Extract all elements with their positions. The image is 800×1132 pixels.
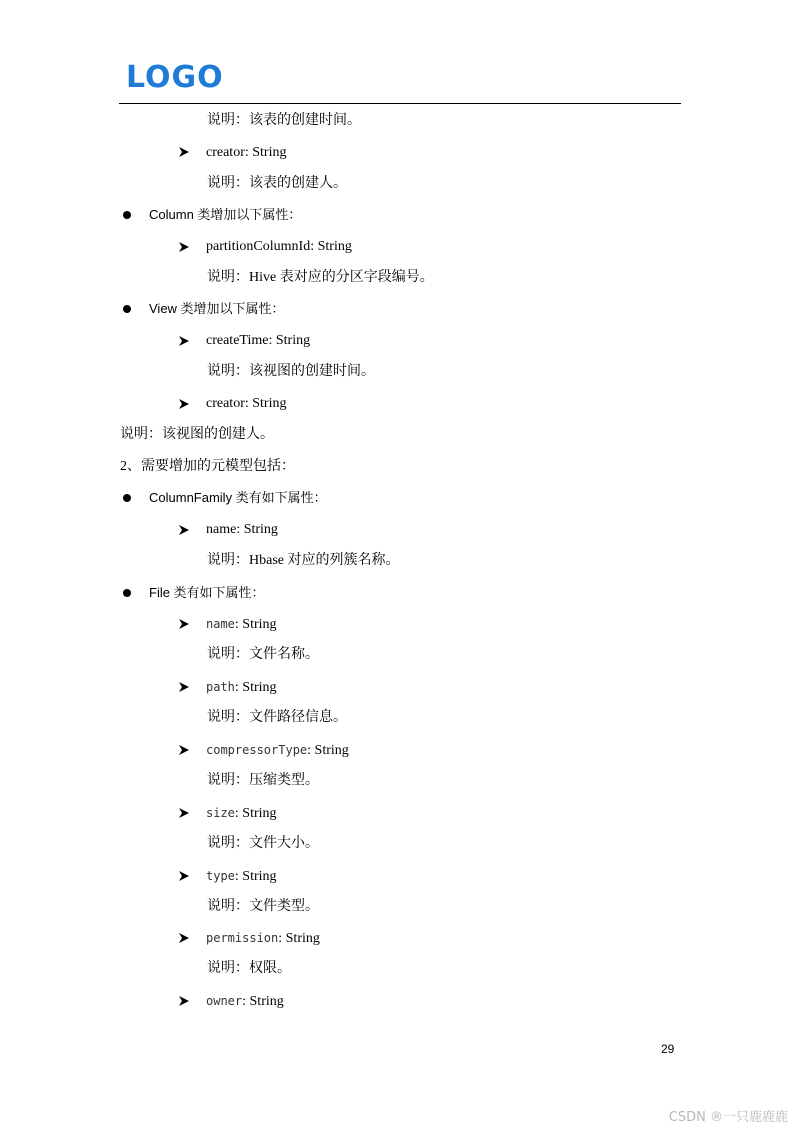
attribute-line: name: String xyxy=(206,522,278,537)
logo: LOGO xyxy=(126,60,224,95)
attribute-line xyxy=(206,615,277,634)
attribute-key: permission xyxy=(206,931,279,945)
desc-line: 说明：文件名称。 xyxy=(207,647,319,662)
attribute-type: : String xyxy=(234,806,277,821)
desc-line: 说明：文件路径信息。 xyxy=(207,710,347,725)
arrow-bullet-icon xyxy=(178,744,190,756)
class-heading-text: ColumnFamily 类有如下属性： xyxy=(149,490,327,505)
desc-line: 说明：该视图的创建时间。 xyxy=(207,364,375,379)
arrow-bullet-icon xyxy=(178,524,190,536)
desc-line: 说明：权限。 xyxy=(207,961,291,976)
class-heading xyxy=(149,489,327,508)
attribute-key: compressorType xyxy=(206,743,308,757)
desc-line: 说明：文件大小。 xyxy=(207,836,319,851)
attribute-line: creator: String xyxy=(206,145,287,160)
page-number: 29 xyxy=(661,1042,675,1056)
attribute-line xyxy=(206,867,277,886)
attribute-line xyxy=(206,804,277,823)
attribute-type: : String xyxy=(234,869,277,884)
class-heading xyxy=(149,206,301,225)
class-heading-text: View 类增加以下属性： xyxy=(149,301,285,316)
watermark: CSDN ®一只鹿鹿鹿 xyxy=(668,1110,788,1125)
arrow-bullet-icon xyxy=(178,995,190,1007)
bullet-icon xyxy=(123,589,131,597)
desc-line: 说明：该表的创建时间。 xyxy=(207,113,361,128)
attribute-key: owner xyxy=(206,994,243,1008)
bullet-icon xyxy=(123,494,131,502)
attribute-key: size xyxy=(206,806,235,820)
attribute-key: path xyxy=(206,680,235,694)
desc-line: 说明：该视图的创建人。 xyxy=(120,427,274,442)
class-heading-text: Column 类增加以下属性： xyxy=(149,207,302,222)
section-heading: 2、需要增加的元模型包括： xyxy=(120,459,295,474)
arrow-bullet-icon xyxy=(178,241,190,253)
header-divider xyxy=(119,103,681,104)
desc-line: 说明：该表的创建人。 xyxy=(207,176,347,191)
attribute-type: : String xyxy=(307,743,349,758)
arrow-bullet-icon xyxy=(178,807,190,819)
desc-line: 说明：Hive 表对应的分区字段编号。 xyxy=(207,270,434,285)
attribute-line: createTime: String xyxy=(206,333,311,348)
bullet-icon xyxy=(123,305,131,313)
arrow-bullet-icon xyxy=(178,146,190,158)
arrow-bullet-icon xyxy=(178,932,190,944)
arrow-bullet-icon xyxy=(178,335,190,347)
bullet-icon xyxy=(123,211,131,219)
attribute-type: : String xyxy=(234,680,277,695)
attribute-key: type xyxy=(206,869,235,883)
attribute-key: name xyxy=(206,617,235,631)
arrow-bullet-icon xyxy=(178,681,190,693)
class-heading xyxy=(149,584,265,603)
attribute-line: creator: String xyxy=(206,396,287,411)
arrow-bullet-icon xyxy=(178,398,190,410)
attribute-line xyxy=(206,929,320,948)
attribute-line xyxy=(206,678,277,697)
class-heading xyxy=(149,300,285,319)
attribute-line: partitionColumnId: String xyxy=(206,239,352,254)
attribute-type: : String xyxy=(234,617,277,632)
attribute-type: : String xyxy=(242,994,284,1009)
desc-line: 说明：Hbase 对应的列簇名称。 xyxy=(207,553,400,568)
desc-line: 说明：压缩类型。 xyxy=(207,773,319,788)
attribute-type: : String xyxy=(278,931,320,946)
arrow-bullet-icon xyxy=(178,618,190,630)
attribute-line xyxy=(206,741,349,760)
attribute-line xyxy=(206,992,284,1011)
arrow-bullet-icon xyxy=(178,870,190,882)
class-heading-text: File 类有如下属性： xyxy=(149,585,265,600)
desc-line: 说明：文件类型。 xyxy=(207,899,319,914)
